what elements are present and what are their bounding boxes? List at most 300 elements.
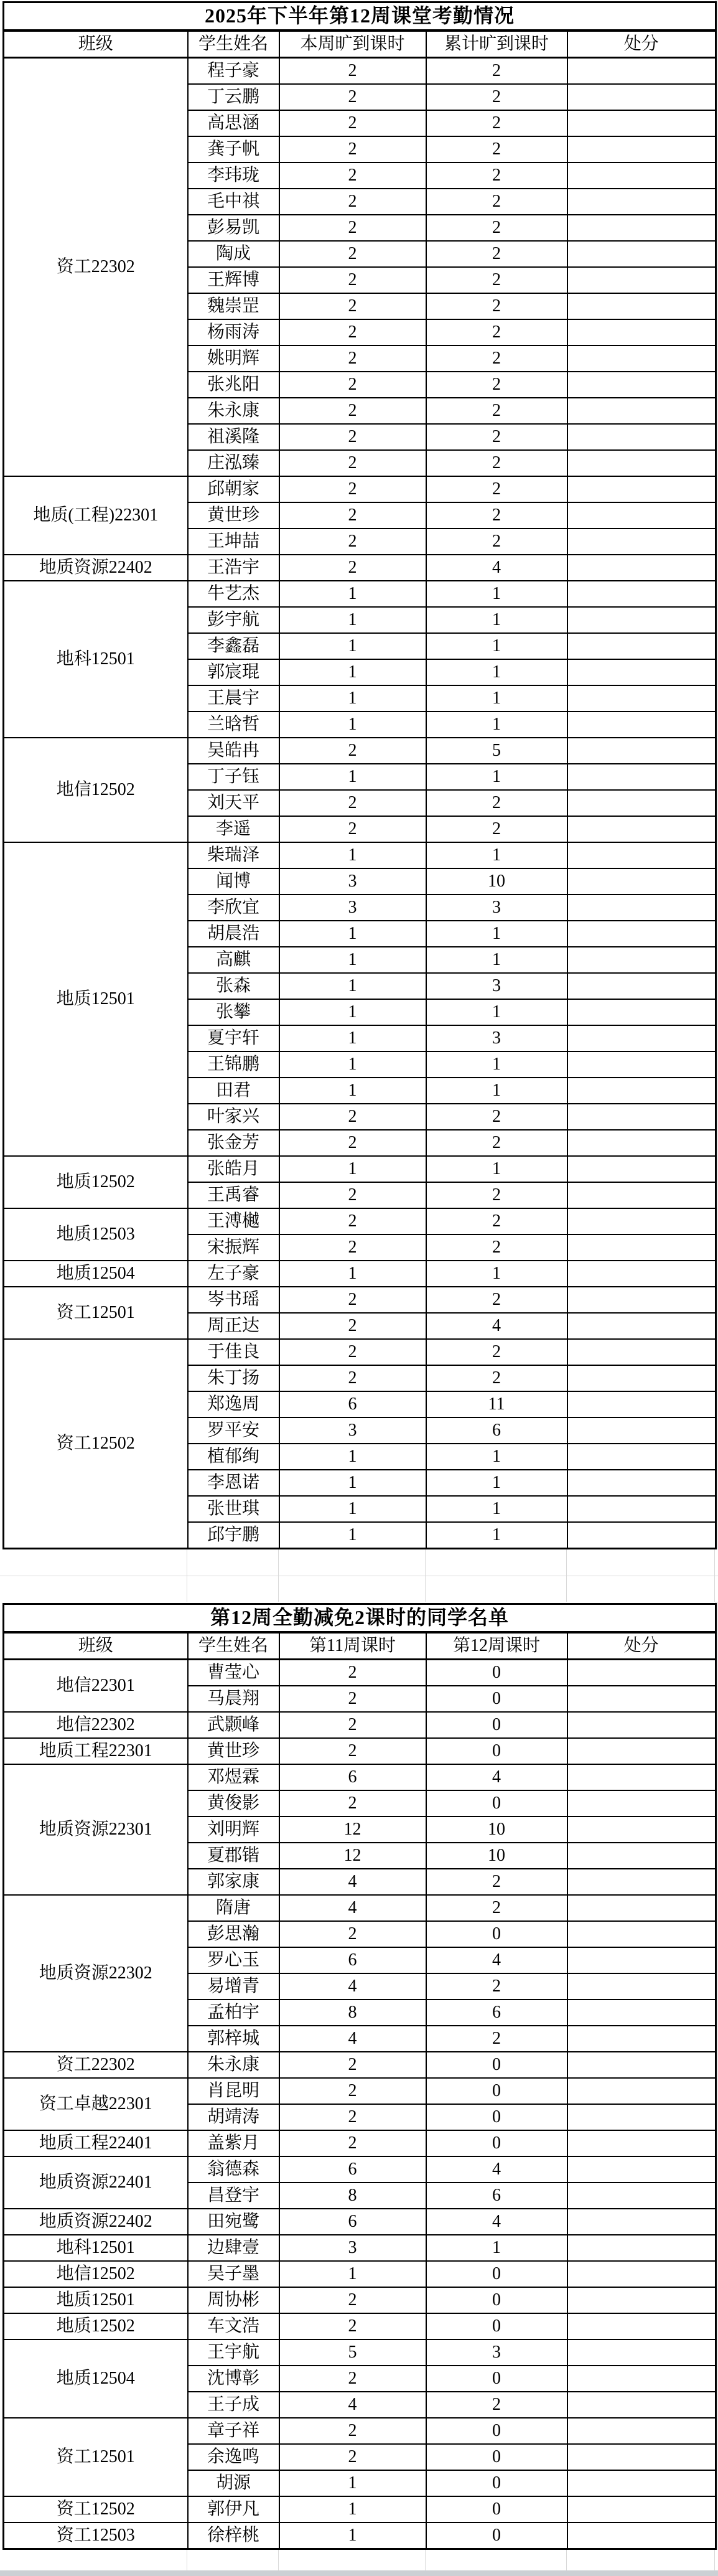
value-cell-week1: 1	[279, 921, 426, 947]
student-name-cell: 胡晨浩	[188, 921, 279, 947]
student-name-cell: 毛中祺	[188, 189, 279, 215]
value-cell-week1: 2	[279, 1313, 426, 1339]
class-cell: 地质12504	[4, 2339, 188, 2418]
value-cell-week1: 1	[279, 1496, 426, 1522]
punishment-cell	[567, 1869, 716, 1895]
value-cell-week1: 2	[279, 738, 426, 764]
punishment-cell	[567, 476, 716, 502]
value-cell-week1: 6	[279, 1764, 426, 1790]
value-cell-week1: 2	[279, 1790, 426, 1817]
punishment-cell	[567, 1156, 716, 1182]
student-name-cell: 邱宇鹏	[188, 1522, 279, 1549]
student-name-cell: 田君	[188, 1078, 279, 1104]
value-cell-week2: 2	[426, 502, 567, 529]
value-cell-week2: 4	[426, 1947, 567, 1973]
class-cell: 地质12501	[4, 842, 188, 1156]
value-cell-week1: 2	[279, 1921, 426, 1947]
table-row	[4, 1895, 716, 1921]
value-cell-week1: 4	[279, 2392, 426, 2418]
value-cell-week1: 2	[279, 372, 426, 398]
student-name-cell: 姚明辉	[188, 346, 279, 372]
tables-gap-area	[0, 1549, 718, 1602]
value-cell-week1: 2	[279, 1182, 426, 1208]
value-cell-week2: 2	[426, 241, 567, 267]
value-cell-week1: 2	[279, 1365, 426, 1391]
punishment-cell	[567, 110, 716, 136]
value-cell-week2: 1	[426, 581, 567, 607]
value-cell-week1: 2	[279, 346, 426, 372]
punishment-cell	[567, 1764, 716, 1790]
class-cell: 地信22301	[4, 1660, 188, 1713]
punishment-cell	[567, 790, 716, 816]
student-name-cell: 张皓月	[188, 1156, 279, 1182]
student-name-cell: 车文浩	[188, 2313, 279, 2339]
value-cell-week2: 2	[426, 1973, 567, 2000]
header-cell: 第11周课时	[279, 1632, 426, 1660]
value-cell-week1: 1	[279, 973, 426, 999]
student-name-cell: 植郁绚	[188, 1444, 279, 1470]
punishment-cell	[567, 633, 716, 659]
value-cell-week2: 2	[426, 1208, 567, 1234]
header-cell: 班级	[4, 1632, 188, 1660]
value-cell-week1: 1	[279, 1444, 426, 1470]
punishment-cell	[567, 1130, 716, 1156]
student-name-cell: 张攀	[188, 999, 279, 1025]
punishment-cell	[567, 2339, 716, 2366]
value-cell-week1: 2	[279, 1686, 426, 1712]
value-cell-week2: 1	[426, 1261, 567, 1287]
punishment-cell	[567, 712, 716, 738]
student-name-cell: 孟柏宇	[188, 2000, 279, 2026]
value-cell-week2: 10	[426, 1843, 567, 1869]
value-cell-week2: 2	[426, 346, 567, 372]
punishment-cell	[567, 2418, 716, 2444]
table-row	[4, 2313, 716, 2339]
value-cell-week2: 4	[426, 1764, 567, 1790]
student-name-cell: 刘天平	[188, 790, 279, 816]
value-cell-week2: 1	[426, 842, 567, 868]
table-row	[4, 842, 716, 868]
class-cell: 资工22302	[4, 58, 188, 477]
student-name-cell: 郑逸周	[188, 1391, 279, 1417]
punishment-cell	[567, 1182, 716, 1208]
student-name-cell: 余逸鸣	[188, 2444, 279, 2470]
class-cell: 资工卓越22301	[4, 2078, 188, 2130]
table-row	[4, 2130, 716, 2156]
punishment-cell	[567, 372, 716, 398]
student-name-cell: 彭宇航	[188, 607, 279, 633]
value-cell-week1: 2	[279, 84, 426, 110]
punishment-cell	[567, 1365, 716, 1391]
class-cell: 地质工程22401	[4, 2130, 188, 2156]
spreadsheet-area	[2, 1, 715, 1549]
student-name-cell: 张金芳	[188, 1130, 279, 1156]
value-cell-week1: 2	[279, 1104, 426, 1130]
value-cell-week1: 2	[279, 816, 426, 842]
value-cell-week1: 2	[279, 398, 426, 424]
value-cell-week1: 2	[279, 2313, 426, 2339]
value-cell-week1: 12	[279, 1817, 426, 1843]
punishment-cell	[567, 1078, 716, 1104]
class-cell: 资工12502	[4, 2496, 188, 2522]
student-name-cell: 李玮珑	[188, 162, 279, 189]
value-cell-week2: 3	[426, 2339, 567, 2366]
value-cell-week1: 2	[279, 424, 426, 450]
class-cell: 地质12503	[4, 1208, 188, 1261]
student-name-cell: 黄俊影	[188, 1790, 279, 1817]
student-name-cell: 胡靖涛	[188, 2104, 279, 2130]
value-cell-week1: 2	[279, 2052, 426, 2078]
student-name-cell: 沈博彰	[188, 2366, 279, 2392]
spreadsheet-area-2	[2, 1603, 715, 2550]
value-cell-week1: 6	[279, 2156, 426, 2183]
student-name-cell: 李遥	[188, 816, 279, 842]
value-cell-week2: 10	[426, 1817, 567, 1843]
value-cell-week1: 2	[279, 241, 426, 267]
table-row	[4, 1712, 716, 1738]
header-cell: 班级	[4, 31, 188, 58]
student-name-cell: 周正达	[188, 1313, 279, 1339]
punishment-cell	[567, 1947, 716, 1973]
value-cell-week2: 10	[426, 868, 567, 895]
punishment-cell	[567, 2470, 716, 2496]
student-name-cell: 刘明辉	[188, 1817, 279, 1843]
value-cell-week2: 0	[426, 2418, 567, 2444]
punishment-cell	[567, 738, 716, 764]
class-cell: 地质资源22402	[4, 555, 188, 581]
punishment-cell	[567, 921, 716, 947]
value-cell-week2: 2	[426, 372, 567, 398]
student-name-cell: 夏宇轩	[188, 1025, 279, 1051]
punishment-cell	[567, 2156, 716, 2183]
class-cell: 资工12501	[4, 2418, 188, 2496]
punishment-cell	[567, 189, 716, 215]
value-cell-week1: 2	[279, 215, 426, 241]
class-cell: 地质12502	[4, 2313, 188, 2339]
value-cell-week2: 2	[426, 1234, 567, 1261]
value-cell-week2: 4	[426, 1313, 567, 1339]
student-name-cell: 王浩宇	[188, 555, 279, 581]
table-row	[4, 555, 716, 581]
value-cell-week2: 1	[426, 712, 567, 738]
value-cell-week1: 2	[279, 319, 426, 346]
class-cell: 地科12501	[4, 581, 188, 738]
value-cell-week2: 0	[426, 1921, 567, 1947]
table-row	[4, 581, 716, 607]
student-name-cell: 边肆壹	[188, 2235, 279, 2261]
punishment-cell	[567, 1738, 716, 1764]
value-cell-week1: 2	[279, 502, 426, 529]
value-cell-week1: 8	[279, 2000, 426, 2026]
student-name-cell: 武颢峰	[188, 1712, 279, 1738]
student-name-cell: 丁云鹏	[188, 84, 279, 110]
value-cell-week2: 0	[426, 2078, 567, 2104]
class-cell: 地科12501	[4, 2235, 188, 2261]
student-name-cell: 岑书瑶	[188, 1287, 279, 1313]
value-cell-week1: 1	[279, 2261, 426, 2287]
value-cell-week1: 2	[279, 2130, 426, 2156]
punishment-cell	[567, 84, 716, 110]
punishment-cell	[567, 2052, 716, 2078]
student-name-cell: 黄世珍	[188, 502, 279, 529]
punishment-cell	[567, 1522, 716, 1549]
student-name-cell: 叶家兴	[188, 1104, 279, 1130]
student-name-cell: 高麒	[188, 947, 279, 973]
value-cell-week2: 6	[426, 2000, 567, 2026]
class-cell: 资工12503	[4, 2522, 188, 2549]
reduction-table	[2, 1603, 717, 2550]
value-cell-week1: 1	[279, 2470, 426, 2496]
punishment-cell	[567, 1817, 716, 1843]
student-name-cell: 隋唐	[188, 1895, 279, 1921]
punishment-cell	[567, 529, 716, 555]
value-cell-week1: 1	[279, 2522, 426, 2549]
value-cell-week1: 1	[279, 947, 426, 973]
punishment-cell	[567, 1470, 716, 1496]
student-name-cell: 张森	[188, 973, 279, 999]
punishment-cell	[567, 1391, 716, 1417]
header-cell: 累计旷到课时	[426, 31, 567, 58]
value-cell-week1: 4	[279, 1973, 426, 2000]
punishment-cell	[567, 1025, 716, 1051]
student-name-cell: 王宇航	[188, 2339, 279, 2366]
value-cell-week2: 2	[426, 424, 567, 450]
punishment-cell	[567, 2287, 716, 2313]
value-cell-week2: 1	[426, 1156, 567, 1182]
value-cell-week1: 1	[279, 2496, 426, 2522]
punishment-cell	[567, 1660, 716, 1686]
value-cell-week2: 2	[426, 110, 567, 136]
punishment-cell	[567, 1686, 716, 1712]
value-cell-week1: 1	[279, 1522, 426, 1549]
student-name-cell: 朱丁扬	[188, 1365, 279, 1391]
value-cell-week2: 2	[426, 293, 567, 319]
value-cell-week1: 2	[279, 1339, 426, 1365]
bottom-empty-area	[0, 2550, 718, 2570]
punishment-cell	[567, 2183, 716, 2209]
punishment-cell	[567, 2366, 716, 2392]
class-cell: 地质12504	[4, 1261, 188, 1287]
punishment-cell	[567, 319, 716, 346]
value-cell-week2: 0	[426, 2470, 567, 2496]
student-name-cell: 魏崇罡	[188, 293, 279, 319]
value-cell-week2: 2	[426, 476, 567, 502]
student-name-cell: 王晨宇	[188, 685, 279, 712]
punishment-cell	[567, 136, 716, 162]
value-cell-week1: 2	[279, 1712, 426, 1738]
value-cell-week2: 1	[426, 764, 567, 790]
class-cell: 资工22302	[4, 2052, 188, 2078]
t1-title: 2025年下半年第12周课堂考勤情况	[4, 2, 716, 31]
value-cell-week1: 1	[279, 1156, 426, 1182]
header-cell: 处分	[567, 31, 716, 58]
punishment-cell	[567, 1895, 716, 1921]
punishment-cell	[567, 1051, 716, 1078]
class-cell: 地质资源22302	[4, 1895, 188, 2052]
punishment-cell	[567, 241, 716, 267]
value-cell-week2: 2	[426, 136, 567, 162]
student-name-cell: 兰晗哲	[188, 712, 279, 738]
punishment-cell	[567, 581, 716, 607]
table-row	[4, 58, 716, 85]
table-row	[4, 2496, 716, 2522]
value-cell-week1: 1	[279, 999, 426, 1025]
punishment-cell	[567, 215, 716, 241]
value-cell-week1: 2	[279, 2104, 426, 2130]
student-name-cell: 邓煜霖	[188, 1764, 279, 1790]
student-name-cell: 吴皓冉	[188, 738, 279, 764]
value-cell-week1: 2	[279, 1738, 426, 1764]
value-cell-week1: 2	[279, 2444, 426, 2470]
value-cell-week2: 4	[426, 2209, 567, 2235]
bottom-gridline	[425, 2550, 426, 2570]
value-cell-week2: 2	[426, 1339, 567, 1365]
value-cell-week2: 0	[426, 2522, 567, 2549]
value-cell-week2: 1	[426, 1444, 567, 1470]
student-name-cell: 祖溪隆	[188, 424, 279, 450]
student-name-cell: 李恩诺	[188, 1470, 279, 1496]
value-cell-week2: 0	[426, 2444, 567, 2470]
student-name-cell: 郭家康	[188, 1869, 279, 1895]
value-cell-week1: 1	[279, 633, 426, 659]
student-name-cell: 翁德森	[188, 2156, 279, 2183]
punishment-cell	[567, 502, 716, 529]
value-cell-week1: 2	[279, 1208, 426, 1234]
value-cell-week2: 6	[426, 2183, 567, 2209]
value-cell-week2: 2	[426, 1130, 567, 1156]
value-cell-week1: 4	[279, 1869, 426, 1895]
table-row	[4, 1764, 716, 1790]
value-cell-week1: 2	[279, 136, 426, 162]
punishment-cell	[567, 1921, 716, 1947]
value-cell-week2: 1	[426, 607, 567, 633]
student-name-cell: 曹莹心	[188, 1660, 279, 1686]
table-row	[4, 2052, 716, 2078]
value-cell-week2: 0	[426, 1686, 567, 1712]
value-cell-week2: 2	[426, 189, 567, 215]
class-cell: 资工12502	[4, 1339, 188, 1549]
bottom-gray-band	[0, 2570, 718, 2576]
punishment-cell	[567, 1234, 716, 1261]
value-cell-week2: 1	[426, 947, 567, 973]
value-cell-week2: 1	[426, 1051, 567, 1078]
student-name-cell: 肖昆明	[188, 2078, 279, 2104]
value-cell-week1: 6	[279, 1947, 426, 1973]
table-row	[4, 1287, 716, 1313]
value-cell-week2: 0	[426, 2261, 567, 2287]
punishment-cell	[567, 685, 716, 712]
class-cell: 地质资源22402	[4, 2209, 188, 2235]
value-cell-week2: 2	[426, 790, 567, 816]
student-name-cell: 彭易凯	[188, 215, 279, 241]
student-name-cell: 黄世珍	[188, 1738, 279, 1764]
student-name-cell: 王溥樾	[188, 1208, 279, 1234]
value-cell-week1: 2	[279, 2366, 426, 2392]
bottom-gridline	[714, 2550, 715, 2570]
value-cell-week2: 2	[426, 84, 567, 110]
table-row	[4, 476, 716, 502]
value-cell-week2: 2	[426, 1869, 567, 1895]
header-cell: 学生姓名	[188, 1632, 279, 1660]
punishment-cell	[567, 58, 716, 85]
student-name-cell: 左子豪	[188, 1261, 279, 1287]
value-cell-week1: 1	[279, 1025, 426, 1051]
table-row	[4, 1156, 716, 1182]
value-cell-week1: 3	[279, 868, 426, 895]
student-name-cell: 张兆阳	[188, 372, 279, 398]
value-cell-week1: 2	[279, 267, 426, 293]
value-cell-week1: 2	[279, 1130, 426, 1156]
bottom-gridline	[566, 2550, 567, 2570]
student-name-cell: 李欣宜	[188, 895, 279, 921]
student-name-cell: 郭梓城	[188, 2026, 279, 2052]
value-cell-week2: 2	[426, 215, 567, 241]
header-cell: 第12周课时	[426, 1632, 567, 1660]
student-name-cell: 朱永康	[188, 2052, 279, 2078]
value-cell-week1: 5	[279, 2339, 426, 2366]
student-name-cell: 陶成	[188, 241, 279, 267]
value-cell-week2: 6	[426, 1417, 567, 1444]
value-cell-week1: 1	[279, 1078, 426, 1104]
punishment-cell	[567, 2026, 716, 2052]
value-cell-week2: 2	[426, 398, 567, 424]
class-cell: 地信22302	[4, 1712, 188, 1738]
class-cell: 地质资源22401	[4, 2156, 188, 2209]
punishment-cell	[567, 1208, 716, 1234]
value-cell-week1: 3	[279, 895, 426, 921]
table-row	[4, 2418, 716, 2444]
punishment-cell	[567, 346, 716, 372]
table-row	[4, 2261, 716, 2287]
student-name-cell: 周协彬	[188, 2287, 279, 2313]
value-cell-week1: 6	[279, 2209, 426, 2235]
punishment-cell	[567, 816, 716, 842]
value-cell-week2: 1	[426, 659, 567, 685]
student-name-cell: 王辉博	[188, 267, 279, 293]
value-cell-week1: 6	[279, 1391, 426, 1417]
student-name-cell: 郭宸琨	[188, 659, 279, 685]
value-cell-week2: 3	[426, 895, 567, 921]
student-name-cell: 朱永康	[188, 398, 279, 424]
student-name-cell: 彭思瀚	[188, 1921, 279, 1947]
punishment-cell	[567, 868, 716, 895]
value-cell-week2: 1	[426, 921, 567, 947]
bottom-gridline	[278, 2550, 279, 2570]
value-cell-week2: 1	[426, 2235, 567, 2261]
student-name-cell: 昌登宇	[188, 2183, 279, 2209]
value-cell-week2: 2	[426, 529, 567, 555]
class-cell: 地信12502	[4, 738, 188, 842]
t2-title: 第12周全勤减免2课时的同学名单	[4, 1604, 716, 1633]
student-name-cell: 王坤喆	[188, 529, 279, 555]
punishment-cell	[567, 2392, 716, 2418]
table-row	[4, 1738, 716, 1764]
value-cell-week2: 0	[426, 2366, 567, 2392]
value-cell-week2: 2	[426, 1365, 567, 1391]
punishment-cell	[567, 1261, 716, 1287]
value-cell-week1: 3	[279, 2235, 426, 2261]
student-name-cell: 柴瑞泽	[188, 842, 279, 868]
value-cell-week2: 2	[426, 1104, 567, 1130]
punishment-cell	[567, 1790, 716, 1817]
value-cell-week1: 1	[279, 581, 426, 607]
punishment-cell	[567, 973, 716, 999]
value-cell-week1: 2	[279, 790, 426, 816]
value-cell-week1: 1	[279, 712, 426, 738]
value-cell-week2: 2	[426, 2392, 567, 2418]
punishment-cell	[567, 947, 716, 973]
student-name-cell: 程子豪	[188, 58, 279, 85]
